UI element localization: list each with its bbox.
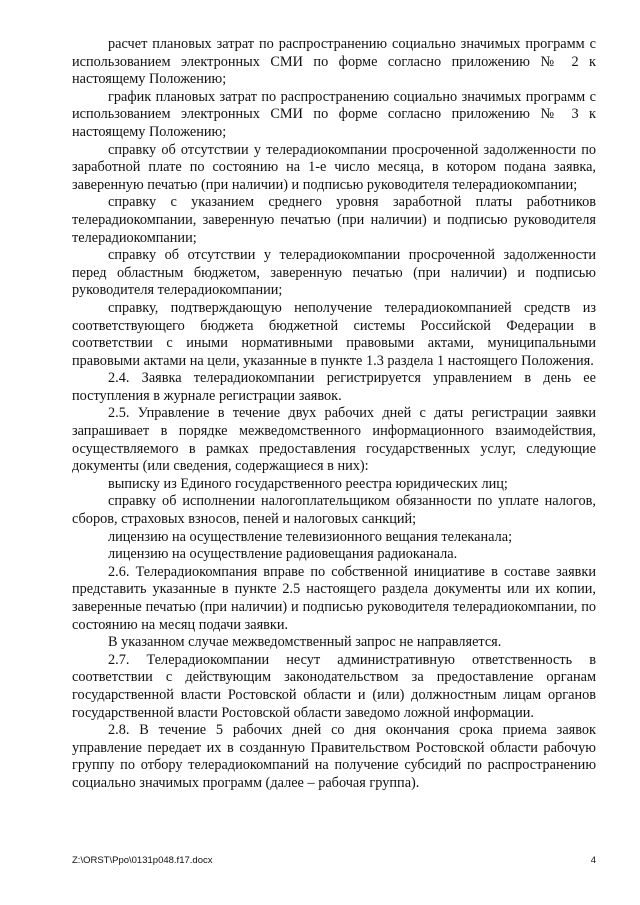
paragraph-expense-schedule: график плановых затрат по распространению социально значимых программ с использованием электронных СМИ по форме согласно приложению № 3 к настоящему Положению; xyxy=(72,88,596,140)
paragraph-expense-calculation: расчет плановых затрат по распространению социально значимых программ с использованием электронных СМИ по форме согласно приложению № 2 к настоящему Положению; xyxy=(72,36,596,88)
document-body xyxy=(72,36,596,793)
footer-file-path: Z:\ORST\Ppo\0131p048.f17.docx xyxy=(72,855,213,866)
paragraph-2-8: 2.8. В течение 5 рабочих дней со дня окончания срока приема заявок управление передает их в созданную Правительством Ростовской области рабочую группу по отбору телерадиокомпаний на получение субсидий по распространению социально значимых программ (далее – рабочая группа). xyxy=(72,722,596,791)
paragraph-registry-extract: выписку из Единого государственного реестра юридических лиц; xyxy=(108,475,508,492)
paragraph-2-4: 2.4. Заявка телерадиокомпании регистрируется управлением в день ее поступления в журнале регистрации заявок. xyxy=(72,370,596,404)
paragraph-2-5: 2.5. Управление в течение двух рабочих дней с даты регистрации заявки запрашивает в порядке межведомственного информационного взаимодействия, осуществляемого в рамках предоставления государственных услуг, следующие документы (или сведения, содержащиеся в них): xyxy=(72,405,596,475)
paragraph-salary-arrears-certificate: справку об отсутствии у телерадиокомпании просроченной задолженности по заработной плате по состоянию на 1-е число месяца, в котором подана заявка, заверенную печатью (при наличии) и подписью руководителя телерадиокомпании; xyxy=(72,141,596,193)
paragraph-no-request: В указанном случае межведомственный запрос не направляется. xyxy=(108,634,502,651)
paragraph-tax-certificate: справку об исполнении налогоплательщиком обязанности по уплате налогов, сборов, страховых взносов, пеней и налоговых санкций; xyxy=(72,493,596,528)
page-footer xyxy=(72,855,596,866)
paragraph-2-6: 2.6. Телерадиокомпания вправе по собственной инициативе в составе заявки представить указанные в пункте 2.5 настоящего раздела документы или их копии, заверенные печатью (при наличии) и подписью руководителя телерадиокомпании, по состоянию на месяц подачи заявки. xyxy=(72,563,596,633)
paragraph-non-receipt-certificate: справку, подтверждающую неполучение телерадиокомпанией средств из соответствующего бюджета бюджетной системы Российской Федерации в соответствии с иными нормативными правовыми актами, муниципальными правовыми актами на цели, указанные в пункте 1.3 раздела 1 настоящего Положения. xyxy=(72,299,596,369)
paragraph-radio-license: лицензию на осуществление радиовещания радиоканала. xyxy=(108,546,458,563)
paragraph-average-salary-certificate: справку с указанием среднего уровня заработной платы работников телерадиокомпании, заверенную печатью (при наличии) и подписью руководителя телерадиокомпании; xyxy=(72,194,596,246)
paragraph-budget-arrears-certificate: справку об отсутствии у телерадиокомпании просроченной задолженности перед областным бюджетом, заверенную печатью (при наличии) и подписью руководителя телерадиокомпании; xyxy=(72,247,596,299)
paragraph-2-7: 2.7. Телерадиокомпании несут административную ответственность в соответствии с действующим законодательством за предоставление органам государственной власти Ростовской области и (или) должностным лицам органов государственной власти Ростовской области заведомо ложной информации. xyxy=(72,651,596,721)
footer-page-number: 4 xyxy=(590,855,596,866)
paragraph-tv-license: лицензию на осуществление телевизионного вещания телеканала; xyxy=(108,528,513,545)
